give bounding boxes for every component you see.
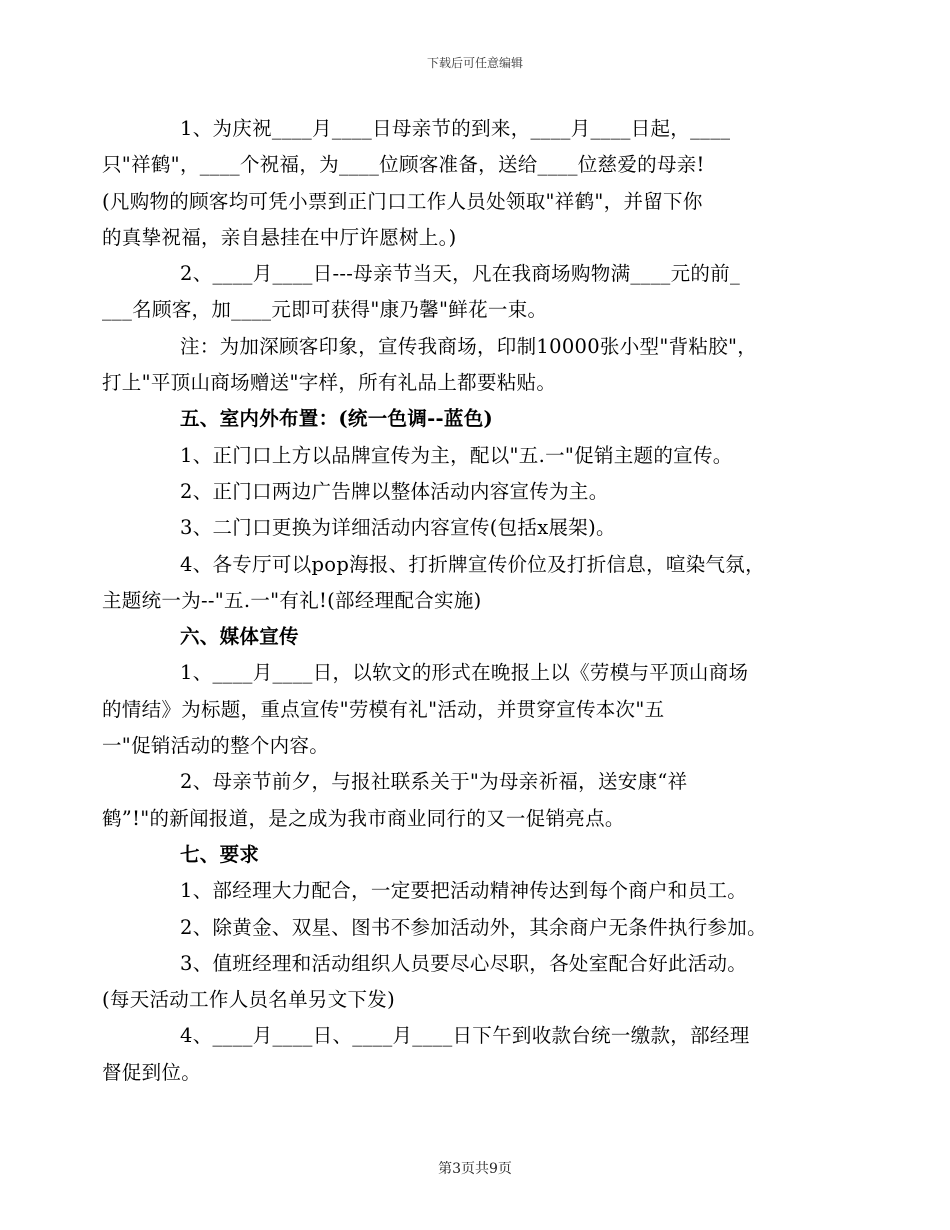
text-line: 1、部经理大力配合，一定要把活动精神传达到每个商户和员工。 — [180, 879, 748, 903]
section-heading — [141, 619, 821, 655]
text-line: 4、各专厅可以pop海报、打折牌宣传价位及打折信息，喧染气氛， — [180, 552, 765, 576]
text-line: 督促到位。 — [102, 1060, 202, 1084]
text-line: 主题统一为--"五.一"有礼!(部经理配合实施) — [102, 588, 482, 612]
paragraph — [141, 510, 821, 546]
paragraph — [141, 873, 821, 909]
text-line: 3、二门口更换为详细活动内容宣传(包括x展架)。 — [180, 516, 616, 540]
section-heading — [141, 401, 821, 437]
paragraph — [102, 764, 821, 837]
text-line: 1、为庆祝____月____日母亲节的到来，____月____日起，____ — [180, 117, 731, 140]
paragraph — [102, 655, 821, 764]
page-indicator: 第3页共9页 — [438, 1161, 512, 1177]
text-line: 的情结》为标题，重点宣传"劳模有礼"活动，并贯穿宣传本次"五 — [102, 697, 665, 721]
header-note: 下载后可任意编辑 — [426, 56, 523, 70]
text-line: 2、____月____日---母亲节当天，凡在我商场购物满____元的前_ — [180, 262, 741, 286]
text-line: 2、除黄金、双星、图书不参加活动外，其余商户无条件执行参加。 — [180, 915, 767, 939]
paragraph — [141, 474, 821, 510]
text-line: 注：为加深顾客印象，宣传我商场，印制10000张小型"背粘胶"， — [180, 334, 758, 358]
section-heading — [141, 837, 821, 873]
heading-text: 五、室内外布置：(统一色调--蓝色) — [180, 407, 494, 431]
text-line: ___名顾客，加____元即可获得"康乃馨"鲜花一束。 — [102, 298, 548, 322]
text-line: 1、正门口上方以品牌宣传为主，配以"五.一"促销主题的宣传。 — [180, 443, 733, 467]
paragraph — [102, 329, 821, 402]
heading-text: 六、媒体宣传 — [180, 625, 299, 649]
paragraph — [141, 910, 821, 946]
heading-text: 七、要求 — [180, 842, 260, 866]
text-line: (每天活动工作人员名单另文下发) — [102, 988, 396, 1012]
text-line: (凡购物的顾客均可凭小票到正门口工作人员处领取"祥鹤"，并留下你 — [102, 189, 703, 213]
text-line: 只"祥鹤"，____个祝福，为____位顾客准备，送给____位慈爱的母亲! — [102, 153, 705, 177]
text-line: 2、正门口两边广告牌以整体活动内容宣传为主。 — [180, 479, 609, 503]
text-line: 的真挚祝福，亲自悬挂在中厅许愿树上。) — [102, 225, 457, 249]
paragraph — [102, 547, 821, 620]
paragraph — [102, 111, 821, 256]
text-line: 4、____月____日、____月____日下午到收款台统一缴款，部经理 — [180, 1024, 750, 1048]
document-body — [102, 111, 821, 1091]
text-line: 2、母亲节前夕，与报社联系关于"为母亲祈福，送安康“祥 — [180, 770, 688, 794]
text-line: 一"促销活动的整个内容。 — [102, 734, 330, 758]
paragraph — [141, 438, 821, 474]
paragraph — [102, 1018, 821, 1091]
text-line: 鹤”!"的新闻报道，是之成为我市商业同行的又一促销亮点。 — [102, 806, 625, 830]
text-line: 1、____月____日，以软文的形式在晚报上以《劳模与平顶山商场 — [180, 661, 749, 685]
text-line: 打上"平顶山商场赠送"字样，所有礼品上都要粘贴。 — [102, 371, 557, 395]
paragraph — [102, 256, 821, 329]
text-line: 3、值班经理和活动组织人员要尽心尽职，各处室配合好此活动。 — [180, 951, 748, 975]
paragraph — [102, 946, 821, 1019]
